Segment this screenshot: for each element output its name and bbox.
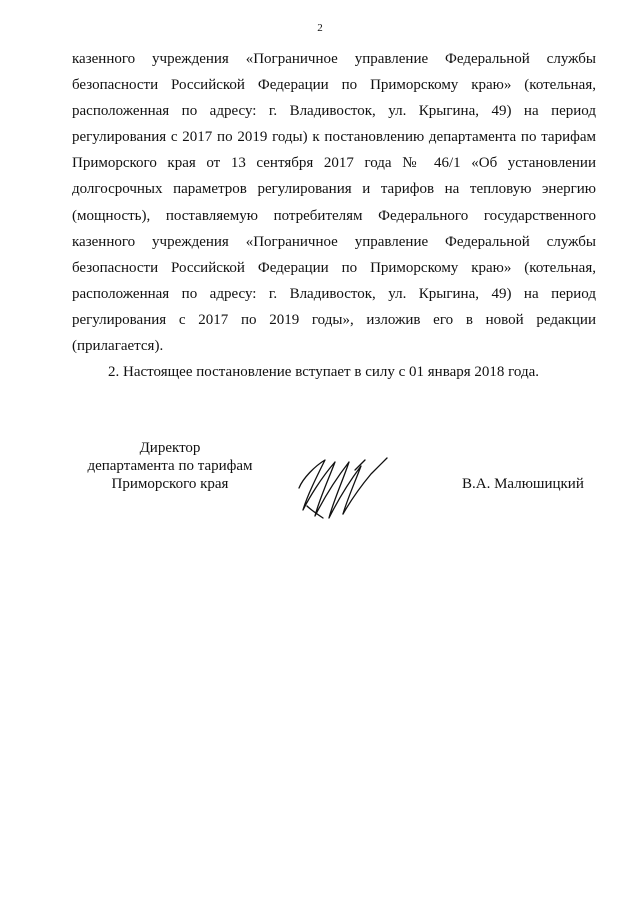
handwritten-signature <box>295 448 390 528</box>
paragraph-effective-date: 2. Настоящее постановление вступает в силу с 01 января 2018 года. <box>108 364 540 381</box>
signatory-position <box>70 439 270 493</box>
signatory-name: В.А. Малюшицкий <box>462 476 584 492</box>
position-line-3: Приморского края <box>111 476 229 492</box>
page-number: 2 <box>317 22 323 34</box>
position-line-1: Директор <box>139 440 201 456</box>
document-body <box>72 46 596 385</box>
paragraph-continuation: казенного учреждения «Пограничное управление Федеральной службы безопасности Российской Федерации по Приморскому краю» (котельная, расположенная по адресу: г. Владивосток, ул. Крыгина, 49) на период регулирования с 2017 по 2019 годы) к постановлению департамента по тарифам Приморского края от 13 сентября 2017 года № 46/1 «Об установлении долгосрочных параметров регулирования и тарифов на тепловую энергию (мощность), поставляемую потребителям Федерального государственного казенного учреждения «Пограничное управление Федеральной службы безопасности Российской Федерации по Приморскому краю» (котельная, расположенная по адресу: г. Владивосток, ул. Крыгина, 49) на период регулирования с 2017 по 2019 годы», изложив его в новой редакции (прилагается). <box>72 51 596 355</box>
position-line-2: департамента по тарифам <box>87 458 253 474</box>
